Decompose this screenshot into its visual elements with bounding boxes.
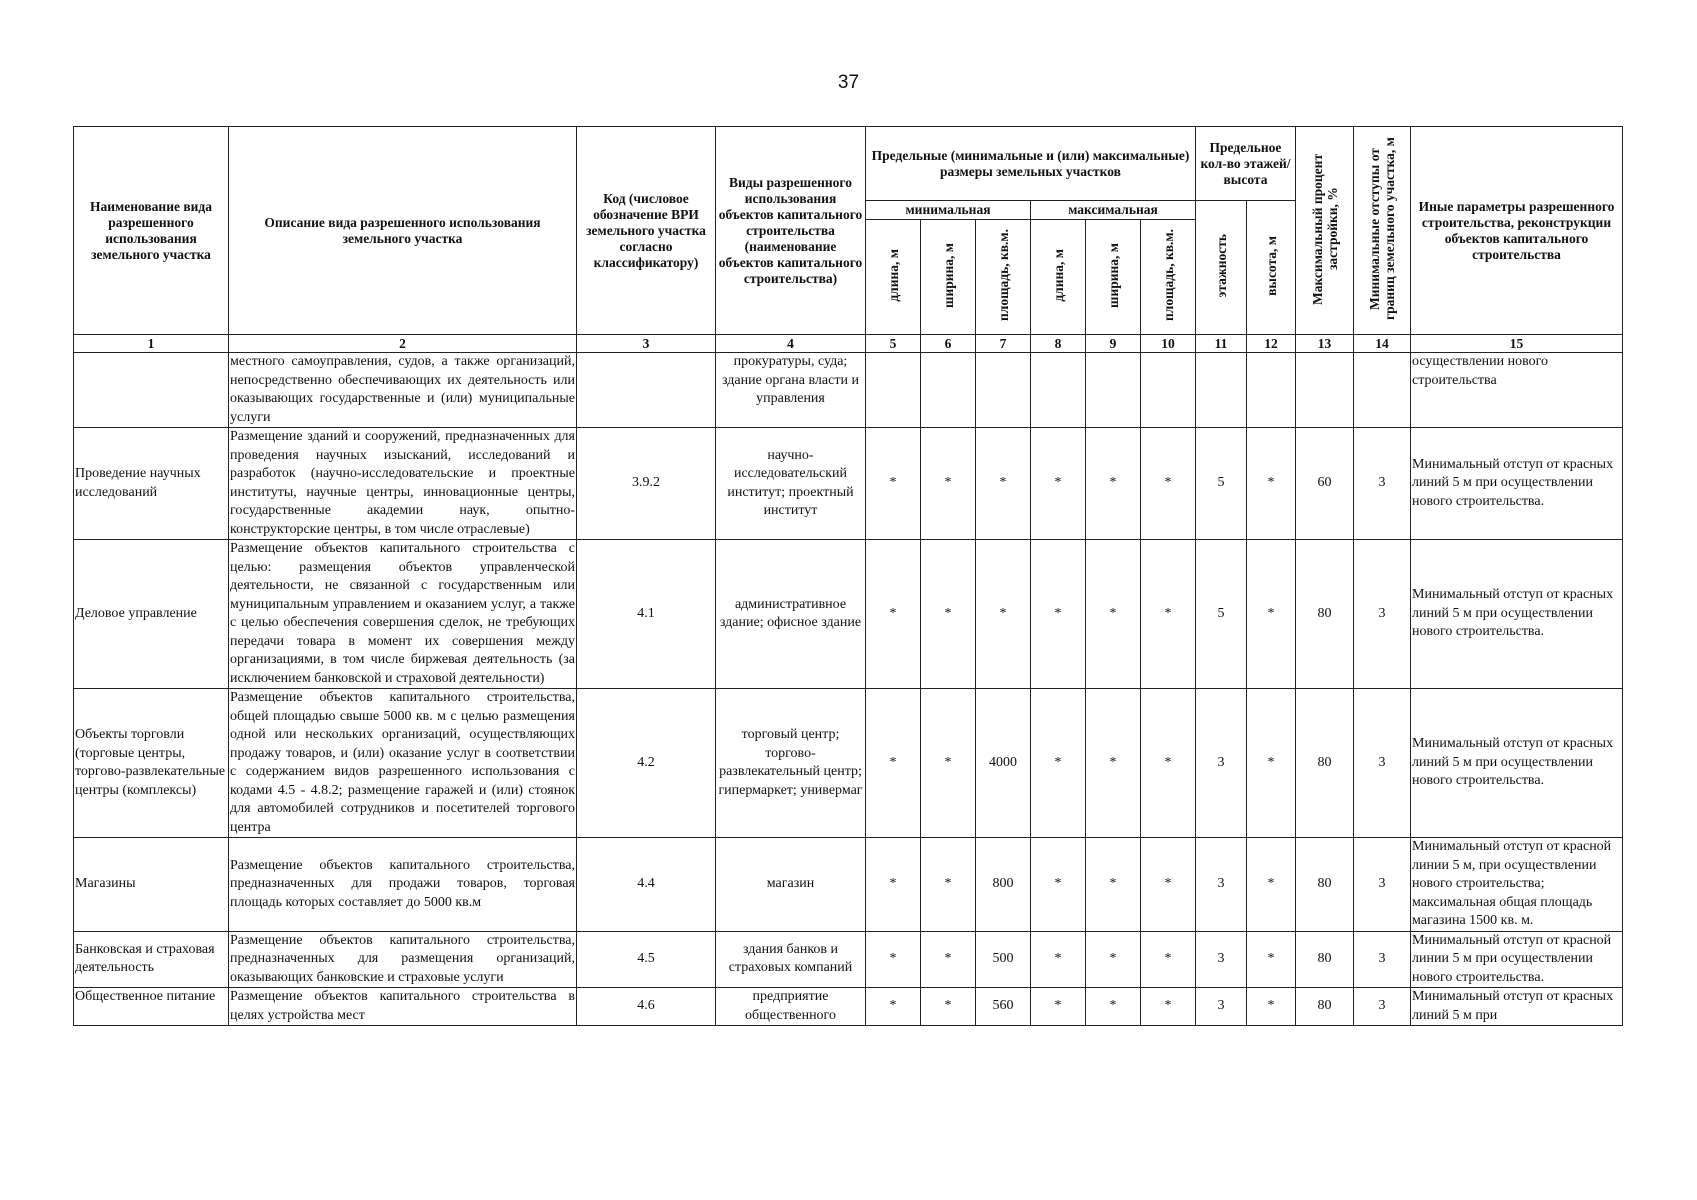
min-length: * bbox=[866, 428, 921, 540]
max-percent: 60 bbox=[1296, 428, 1354, 540]
floors: 3 bbox=[1196, 931, 1247, 988]
max-area: * bbox=[1141, 689, 1196, 838]
max-width: * bbox=[1086, 428, 1141, 540]
column-number: 7 bbox=[976, 335, 1031, 353]
max-percent: 80 bbox=[1296, 838, 1354, 932]
table-row bbox=[74, 353, 1623, 428]
use-code: 4.1 bbox=[577, 540, 716, 689]
max-area bbox=[1141, 353, 1196, 428]
max-width: * bbox=[1086, 988, 1141, 1026]
max-width: * bbox=[1086, 689, 1141, 838]
max-length: * bbox=[1031, 838, 1086, 932]
column-number: 4 bbox=[716, 335, 866, 353]
height: * bbox=[1247, 428, 1296, 540]
use-code: 3.9.2 bbox=[577, 428, 716, 540]
object-types: магазин bbox=[716, 838, 866, 932]
page-number: 37 bbox=[837, 72, 860, 93]
min-area: * bbox=[976, 428, 1031, 540]
max-width: * bbox=[1086, 931, 1141, 988]
floors: 5 bbox=[1196, 540, 1247, 689]
floors: 3 bbox=[1196, 988, 1247, 1026]
header-max-width: ширина, м bbox=[1086, 220, 1141, 335]
header-max-area: площадь, кв.м. bbox=[1141, 220, 1196, 335]
object-types: административное здание; офисное здание bbox=[716, 540, 866, 689]
max-length: * bbox=[1031, 689, 1086, 838]
other-params: Минимальный отступ от красной линии 5 м, при осуществлении нового строительства; максимальная общая площадь магазина 1500 кв. м. bbox=[1411, 838, 1623, 932]
use-description: Размещение объектов капитального строительства с целью: размещения объектов управленческой деятельности, не связанной с государственным или муниципальным управлением и оказанием услуг, а также с целью обеспечения совершения сделок, не требующих передачи товара в момент их совершения между организациями, в том числе биржевая деятельность (за исключением банковской и страховой деятельности) bbox=[229, 540, 577, 689]
use-code: 4.2 bbox=[577, 689, 716, 838]
column-number: 14 bbox=[1354, 335, 1411, 353]
header-plot-size-limits: Предельные (минимальные и (или) максимальные) размеры земельных участков bbox=[866, 127, 1196, 201]
use-name: Деловое управление bbox=[74, 540, 229, 689]
min-length: * bbox=[866, 931, 921, 988]
min-setback: 3 bbox=[1354, 689, 1411, 838]
column-number: 9 bbox=[1086, 335, 1141, 353]
max-percent: 80 bbox=[1296, 988, 1354, 1026]
floors: 3 bbox=[1196, 689, 1247, 838]
column-number-row bbox=[74, 335, 1623, 353]
table-row bbox=[74, 931, 1623, 988]
min-area: 500 bbox=[976, 931, 1031, 988]
max-area: * bbox=[1141, 988, 1196, 1026]
use-name: Банковская и страховая деятельность bbox=[74, 931, 229, 988]
column-number: 2 bbox=[229, 335, 577, 353]
min-area: 4000 bbox=[976, 689, 1031, 838]
max-percent: 80 bbox=[1296, 931, 1354, 988]
use-name bbox=[74, 353, 229, 428]
min-length bbox=[866, 353, 921, 428]
header-min-length: длина, м bbox=[866, 220, 921, 335]
min-setback: 3 bbox=[1354, 540, 1411, 689]
object-types: научно-исследовательский институт; проектный институт bbox=[716, 428, 866, 540]
min-width: * bbox=[921, 428, 976, 540]
use-description: местного самоуправления, судов, а также организаций, непосредственно обеспечивающих их деятельность или оказывающих государственные и (или) муниципальные услуги bbox=[229, 353, 577, 428]
column-number: 10 bbox=[1141, 335, 1196, 353]
use-description: Размещение объектов капитального строительства в целях устройства мест bbox=[229, 988, 577, 1026]
max-width bbox=[1086, 353, 1141, 428]
table-row bbox=[74, 428, 1623, 540]
min-area: * bbox=[976, 540, 1031, 689]
column-number: 6 bbox=[921, 335, 976, 353]
use-name: Объекты торговли (торговые центры, торгово-развлекательные центры (комплексы) bbox=[74, 689, 229, 838]
header-minimum: минимальная bbox=[866, 201, 1031, 220]
header-floors: этажность bbox=[1196, 201, 1247, 335]
header-description: Описание вида разрешенного использования земельного участка bbox=[229, 127, 577, 335]
column-number: 1 bbox=[74, 335, 229, 353]
use-description: Размещение объектов капитального строительства, предназначенных для размещения организаций, оказывающих банковские и страховые услуги bbox=[229, 931, 577, 988]
column-number: 11 bbox=[1196, 335, 1247, 353]
min-setback: 3 bbox=[1354, 988, 1411, 1026]
other-params: Минимальный отступ от красных линий 5 м при осуществлении нового строительства. bbox=[1411, 428, 1623, 540]
use-code bbox=[577, 353, 716, 428]
object-types: торговый центр; торгово-развлекательный центр; гипермаркет; универмаг bbox=[716, 689, 866, 838]
use-description: Размещение объектов капитального строительства, общей площадью свыше 5000 кв. м с целью размещения одной или нескольких организаций, осуществляющих продажу товаров, и (или) оказание услуг в соответствии с содержанием видов разрешенного использования с кодами 4.5 - 4.8.2; размещение гаражей и (или) стоянок для автомобилей сотрудников и посетителей торгового центра bbox=[229, 689, 577, 838]
min-length: * bbox=[866, 689, 921, 838]
max-area: * bbox=[1141, 428, 1196, 540]
min-area: 800 bbox=[976, 838, 1031, 932]
header-min-area: площадь, кв.м. bbox=[976, 220, 1031, 335]
table-row bbox=[74, 988, 1623, 1026]
floors: 3 bbox=[1196, 838, 1247, 932]
column-number: 13 bbox=[1296, 335, 1354, 353]
column-number: 8 bbox=[1031, 335, 1086, 353]
min-setback bbox=[1354, 353, 1411, 428]
floors: 5 bbox=[1196, 428, 1247, 540]
max-area: * bbox=[1141, 838, 1196, 932]
min-area bbox=[976, 353, 1031, 428]
header-max-length: длина, м bbox=[1031, 220, 1086, 335]
min-length: * bbox=[866, 540, 921, 689]
max-percent: 80 bbox=[1296, 540, 1354, 689]
min-width bbox=[921, 353, 976, 428]
height bbox=[1247, 353, 1296, 428]
floors bbox=[1196, 353, 1247, 428]
use-code: 4.4 bbox=[577, 838, 716, 932]
min-area: 560 bbox=[976, 988, 1031, 1026]
column-number: 5 bbox=[866, 335, 921, 353]
height: * bbox=[1247, 931, 1296, 988]
other-params: Минимальный отступ от красных линий 5 м при осуществлении нового строительства. bbox=[1411, 689, 1623, 838]
max-percent bbox=[1296, 353, 1354, 428]
header-code: Код (числовое обозначение ВРИ земельного участка согласно классификатору) bbox=[577, 127, 716, 335]
max-width: * bbox=[1086, 838, 1141, 932]
max-percent: 80 bbox=[1296, 689, 1354, 838]
object-types: предприятие общественного bbox=[716, 988, 866, 1026]
header-floors-group: Предельное кол-во этажей/ высота bbox=[1196, 127, 1296, 201]
table-row bbox=[74, 540, 1623, 689]
min-width: * bbox=[921, 931, 976, 988]
use-description: Размещение объектов капитального строительства, предназначенных для продажи товаров, торговая площадь которых составляет до 5000 кв.м bbox=[229, 838, 577, 932]
min-width: * bbox=[921, 988, 976, 1026]
height: * bbox=[1247, 540, 1296, 689]
other-params: Минимальный отступ от красных линий 5 м при осуществлении нового строительства. bbox=[1411, 540, 1623, 689]
use-description: Размещение зданий и сооружений, предназначенных для проведения научных изысканий, исследований и разработок (научно-исследовательские и проектные институты, научные центры, инновационные центры, государственные академии наук, опытно-конструкторские центры, в том числе отраслевые) bbox=[229, 428, 577, 540]
max-length: * bbox=[1031, 540, 1086, 689]
header-permitted-use-name: Наименование вида разрешенного использования земельного участка bbox=[74, 127, 229, 335]
header-min-width: ширина, м bbox=[921, 220, 976, 335]
height: * bbox=[1247, 988, 1296, 1026]
header-height: высота, м bbox=[1247, 201, 1296, 335]
use-name: Общественное питание bbox=[74, 988, 229, 1026]
use-name: Магазины bbox=[74, 838, 229, 932]
min-width: * bbox=[921, 689, 976, 838]
table-row bbox=[74, 838, 1623, 932]
header-other-params: Иные параметры разрешенного строительства, реконструкции объектов капитального строительства bbox=[1411, 127, 1623, 335]
header-object-types: Виды разрешенного использования объектов капитального строительства (наименование объектов капитального строительства) bbox=[716, 127, 866, 335]
header-maximum: максимальная bbox=[1031, 201, 1196, 220]
object-types: прокуратуры, суда; здание органа власти и управления bbox=[716, 353, 866, 428]
max-length: * bbox=[1031, 428, 1086, 540]
min-width: * bbox=[921, 838, 976, 932]
use-name: Проведение научных исследований bbox=[74, 428, 229, 540]
height: * bbox=[1247, 838, 1296, 932]
other-params: Минимальный отступ от красных линий 5 м при bbox=[1411, 988, 1623, 1026]
use-code: 4.5 bbox=[577, 931, 716, 988]
column-number: 15 bbox=[1411, 335, 1623, 353]
use-code: 4.6 bbox=[577, 988, 716, 1026]
table-row bbox=[74, 689, 1623, 838]
max-area: * bbox=[1141, 540, 1196, 689]
other-params: осуществлении нового строительства bbox=[1411, 353, 1623, 428]
height: * bbox=[1247, 689, 1296, 838]
max-length: * bbox=[1031, 988, 1086, 1026]
min-width: * bbox=[921, 540, 976, 689]
other-params: Минимальный отступ от красной линии 5 м при осуществлении нового строительства. bbox=[1411, 931, 1623, 988]
header-max-percent: Максимальный процент застройки, % bbox=[1296, 127, 1354, 335]
min-setback: 3 bbox=[1354, 428, 1411, 540]
min-setback: 3 bbox=[1354, 838, 1411, 932]
min-setback: 3 bbox=[1354, 931, 1411, 988]
min-length: * bbox=[866, 988, 921, 1026]
min-length: * bbox=[866, 838, 921, 932]
max-length: * bbox=[1031, 931, 1086, 988]
header-min-setback: Минимальные отступы от границ земельного участка, м bbox=[1354, 127, 1411, 335]
max-length bbox=[1031, 353, 1086, 428]
object-types: здания банков и страховых компаний bbox=[716, 931, 866, 988]
column-number: 3 bbox=[577, 335, 716, 353]
zoning-table bbox=[73, 126, 1623, 1026]
max-area: * bbox=[1141, 931, 1196, 988]
column-number: 12 bbox=[1247, 335, 1296, 353]
max-width: * bbox=[1086, 540, 1141, 689]
